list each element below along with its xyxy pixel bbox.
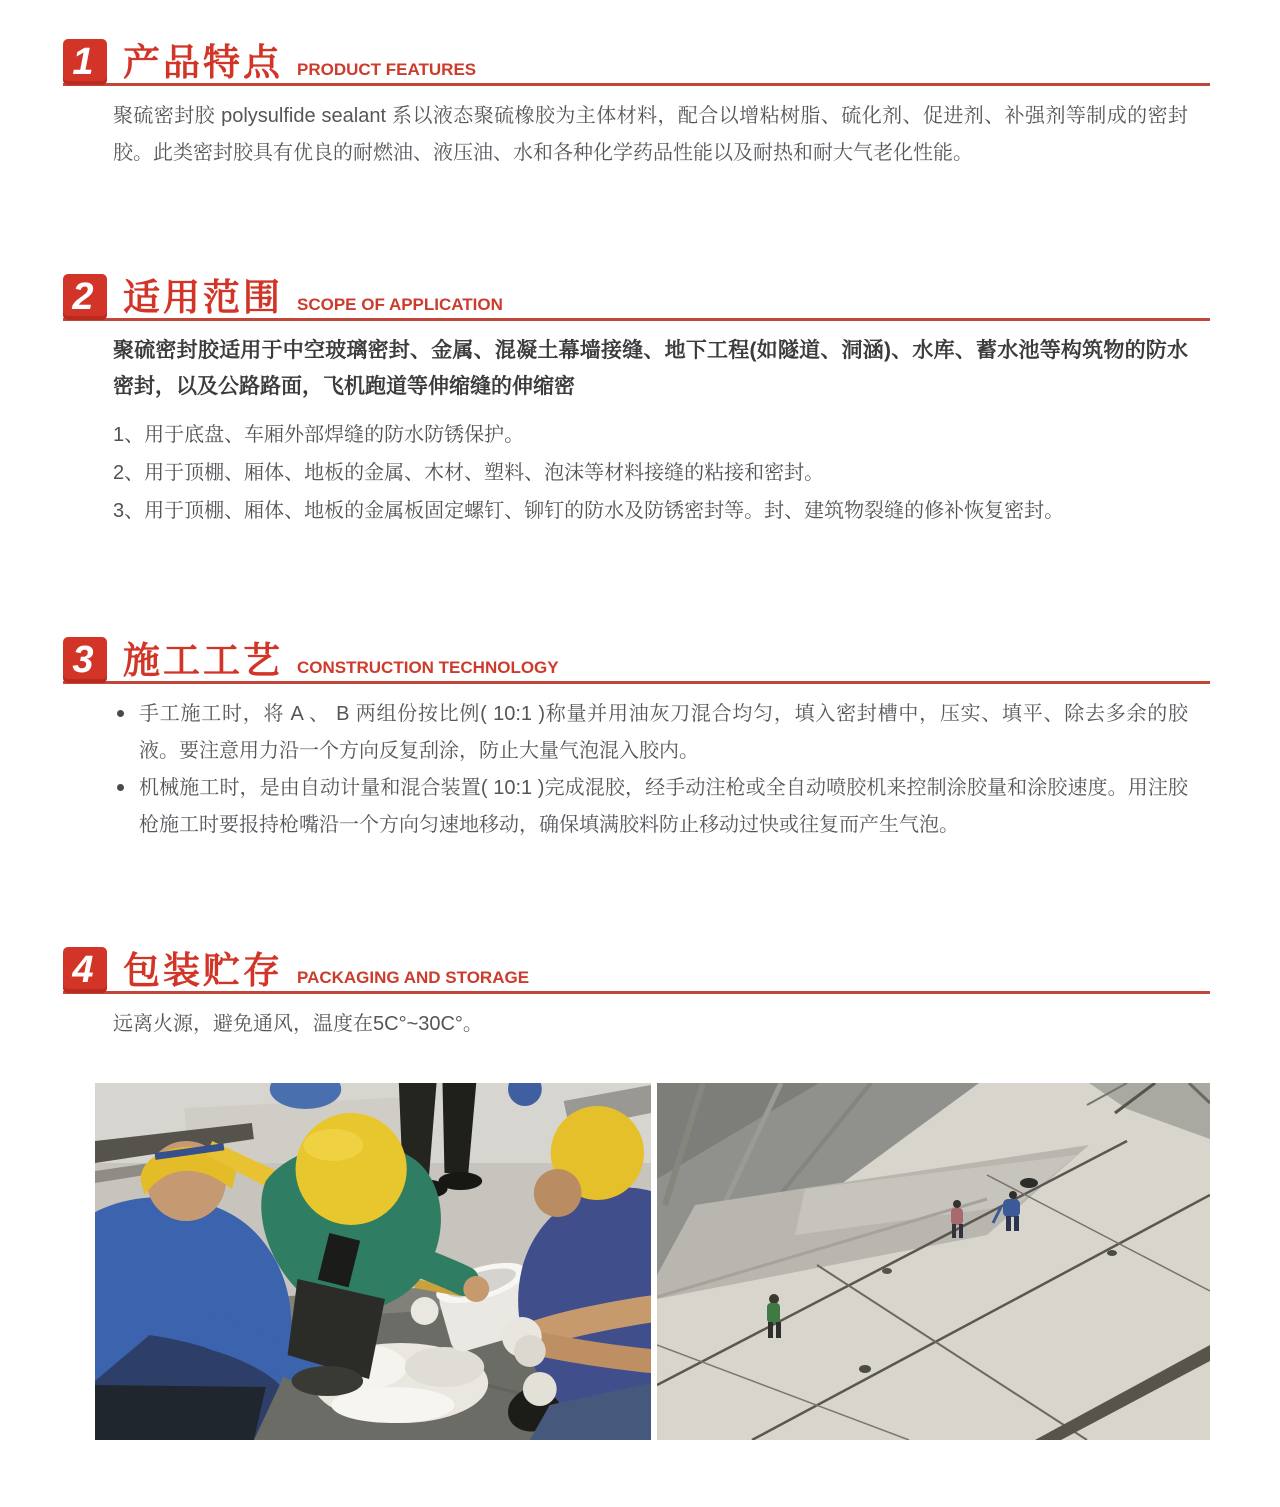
section-number: 4 [72, 949, 94, 991]
section-title-zh: 产品特点 [123, 42, 283, 83]
paragraph: 远离火源，避免通风，温度在5C°~30C°。 [113, 1013, 483, 1035]
section-number-badge [63, 947, 107, 993]
application-list [113, 417, 1188, 529]
section-body [113, 333, 1188, 529]
section-title-zh: 施工工艺 [123, 640, 283, 681]
section-packaging-and-storage [63, 948, 1210, 1043]
section-title-en: PACKAGING AND STORAGE [297, 968, 530, 987]
section-number-badge [63, 274, 107, 320]
bullet-text: 手工施工时，将 A 、 B 两组份按比例( 10:1 )称量并用油灰刀混合均匀，填入密封槽中，压实、填平、除去多余的胶液。要注意用力沿一个方向反复刮涂，防止大量气泡混入胶内。 [139, 703, 1188, 762]
process-bullet-list [113, 696, 1188, 844]
section-title-en: PRODUCT FEATURES [297, 60, 477, 79]
section-header [63, 275, 1210, 321]
bullet-item [113, 770, 1188, 844]
slope-joint-illustration [657, 1083, 1210, 1440]
section-title-en: CONSTRUCTION TECHNOLOGY [297, 658, 559, 677]
section-title-zh: 适用范围 [123, 277, 283, 318]
workers-sealant-illustration [95, 1083, 651, 1440]
paragraph: 聚硫密封胶 polysulfide sealant 系以液态聚硫橡胶为主体材料，配合以增粘树脂、硫化剂、促进剂、补强剂等制成的密封胶。此类密封胶具有优良的耐燃油、液压油、水和各种化学药品性能以及耐热和耐大气老化性能。 [113, 105, 1188, 164]
lead-paragraph: 聚硫密封胶适用于中空玻璃密封、金属、混凝土幕墙接缝、地下工程(如隧道、洞涵)、水库、蓄水池等构筑物的防水密封，以及公路路面，飞机跑道等伸缩缝的伸缩密 [113, 339, 1188, 398]
section-header [63, 638, 1210, 684]
section-body [113, 696, 1188, 844]
section-number-badge [63, 39, 107, 85]
photo-concrete-slope-joint-sealing [657, 1083, 1210, 1440]
section-number-badge [63, 637, 107, 683]
section-number: 3 [72, 639, 94, 681]
photo-workers-mixing-sealant [95, 1083, 651, 1440]
section-body [113, 98, 1188, 172]
section-product-features [63, 40, 1210, 172]
section-header [63, 40, 1210, 86]
section-title-en: SCOPE OF APPLICATION [297, 295, 503, 314]
section-title-zh: 包装贮存 [123, 950, 283, 991]
list-item: 3、用于顶棚、厢体、地板的金属板固定螺钉、铆钉的防水及防锈密封等。封、建筑物裂缝的修补恢复密封。 [113, 500, 1065, 522]
bullet-dot-icon [117, 710, 124, 717]
section-body [113, 1006, 1188, 1043]
list-item: 2、用于顶棚、厢体、地板的金属、木材、塑料、泡沫等材料接缝的粘接和密封。 [113, 462, 825, 484]
section-scope-of-application [63, 275, 1210, 531]
section-number: 1 [72, 41, 94, 83]
section-construction-technology [63, 638, 1210, 844]
bullet-item [113, 696, 1188, 770]
bullet-dot-icon [117, 784, 124, 791]
bullet-text: 机械施工时，是由自动计量和混合装置( 10:1 )完成混胶，经手动注枪或全自动喷胶机来控制涂胶量和涂胶速度。用注胶枪施工时要报持枪嘴沿一个方向匀速地移动，确保填满胶料防止移动过快或往复而产生气泡。 [139, 777, 1188, 836]
list-item: 1、用于底盘、车厢外部焊缝的防水防锈保护。 [113, 424, 525, 446]
section-header [63, 948, 1210, 994]
section-number: 2 [72, 276, 94, 318]
